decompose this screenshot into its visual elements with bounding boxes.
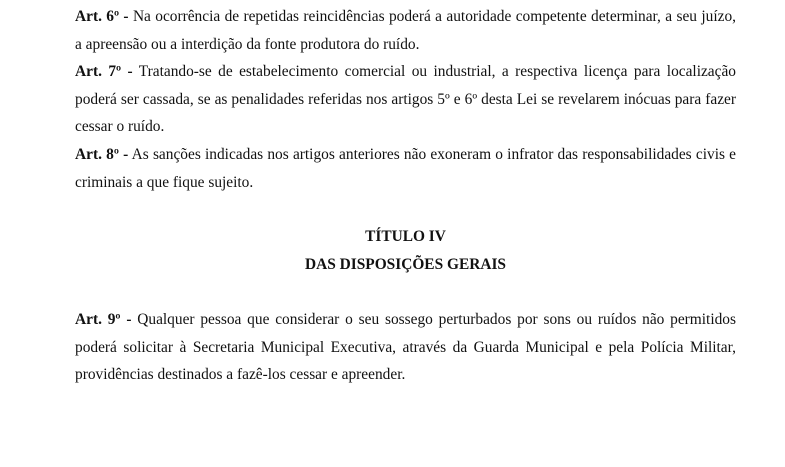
article-9-text: Qualquer pessoa que considerar o seu sossego perturbados por sons ou ruídos não permitidos poderá solicitar à Secretaria Municipal Executiva, através da Guarda Municipal e pela Polícia Militar, providências destinados a fazê-los cessar e apreender. <box>75 311 736 383</box>
article-6-label: Art. 6º - <box>75 8 129 25</box>
article-9 <box>75 306 736 389</box>
article-7-text: Tratando-se de estabelecimento comercial ou industrial, a respectiva licença para localização poderá ser cassada, se as penalidades referidas nos artigos 5º e 6º desta Lei se revelarem inócuas para fazer cessar o ruído. <box>75 63 736 135</box>
article-7 <box>75 58 736 141</box>
article-9-label: Art. 9º - <box>75 311 132 328</box>
article-6 <box>75 3 736 58</box>
section-title: TÍTULO IV <box>365 228 446 245</box>
article-6-text: Na ocorrência de repetidas reincidências poderá a autoridade competente determinar, a seu juízo, a apreensão ou a interdição da fonte produtora do ruído. <box>75 8 736 53</box>
article-8-label: Art. 8º - <box>75 146 129 163</box>
article-7-label: Art. 7º - <box>75 63 133 80</box>
article-8 <box>75 141 736 196</box>
article-8-text: As sanções indicadas nos artigos anteriores não exoneram o infrator das responsabilidades civis e criminais a que fique sujeito. <box>75 146 736 191</box>
section-subtitle: DAS DISPOSIÇÕES GERAIS <box>305 256 506 273</box>
